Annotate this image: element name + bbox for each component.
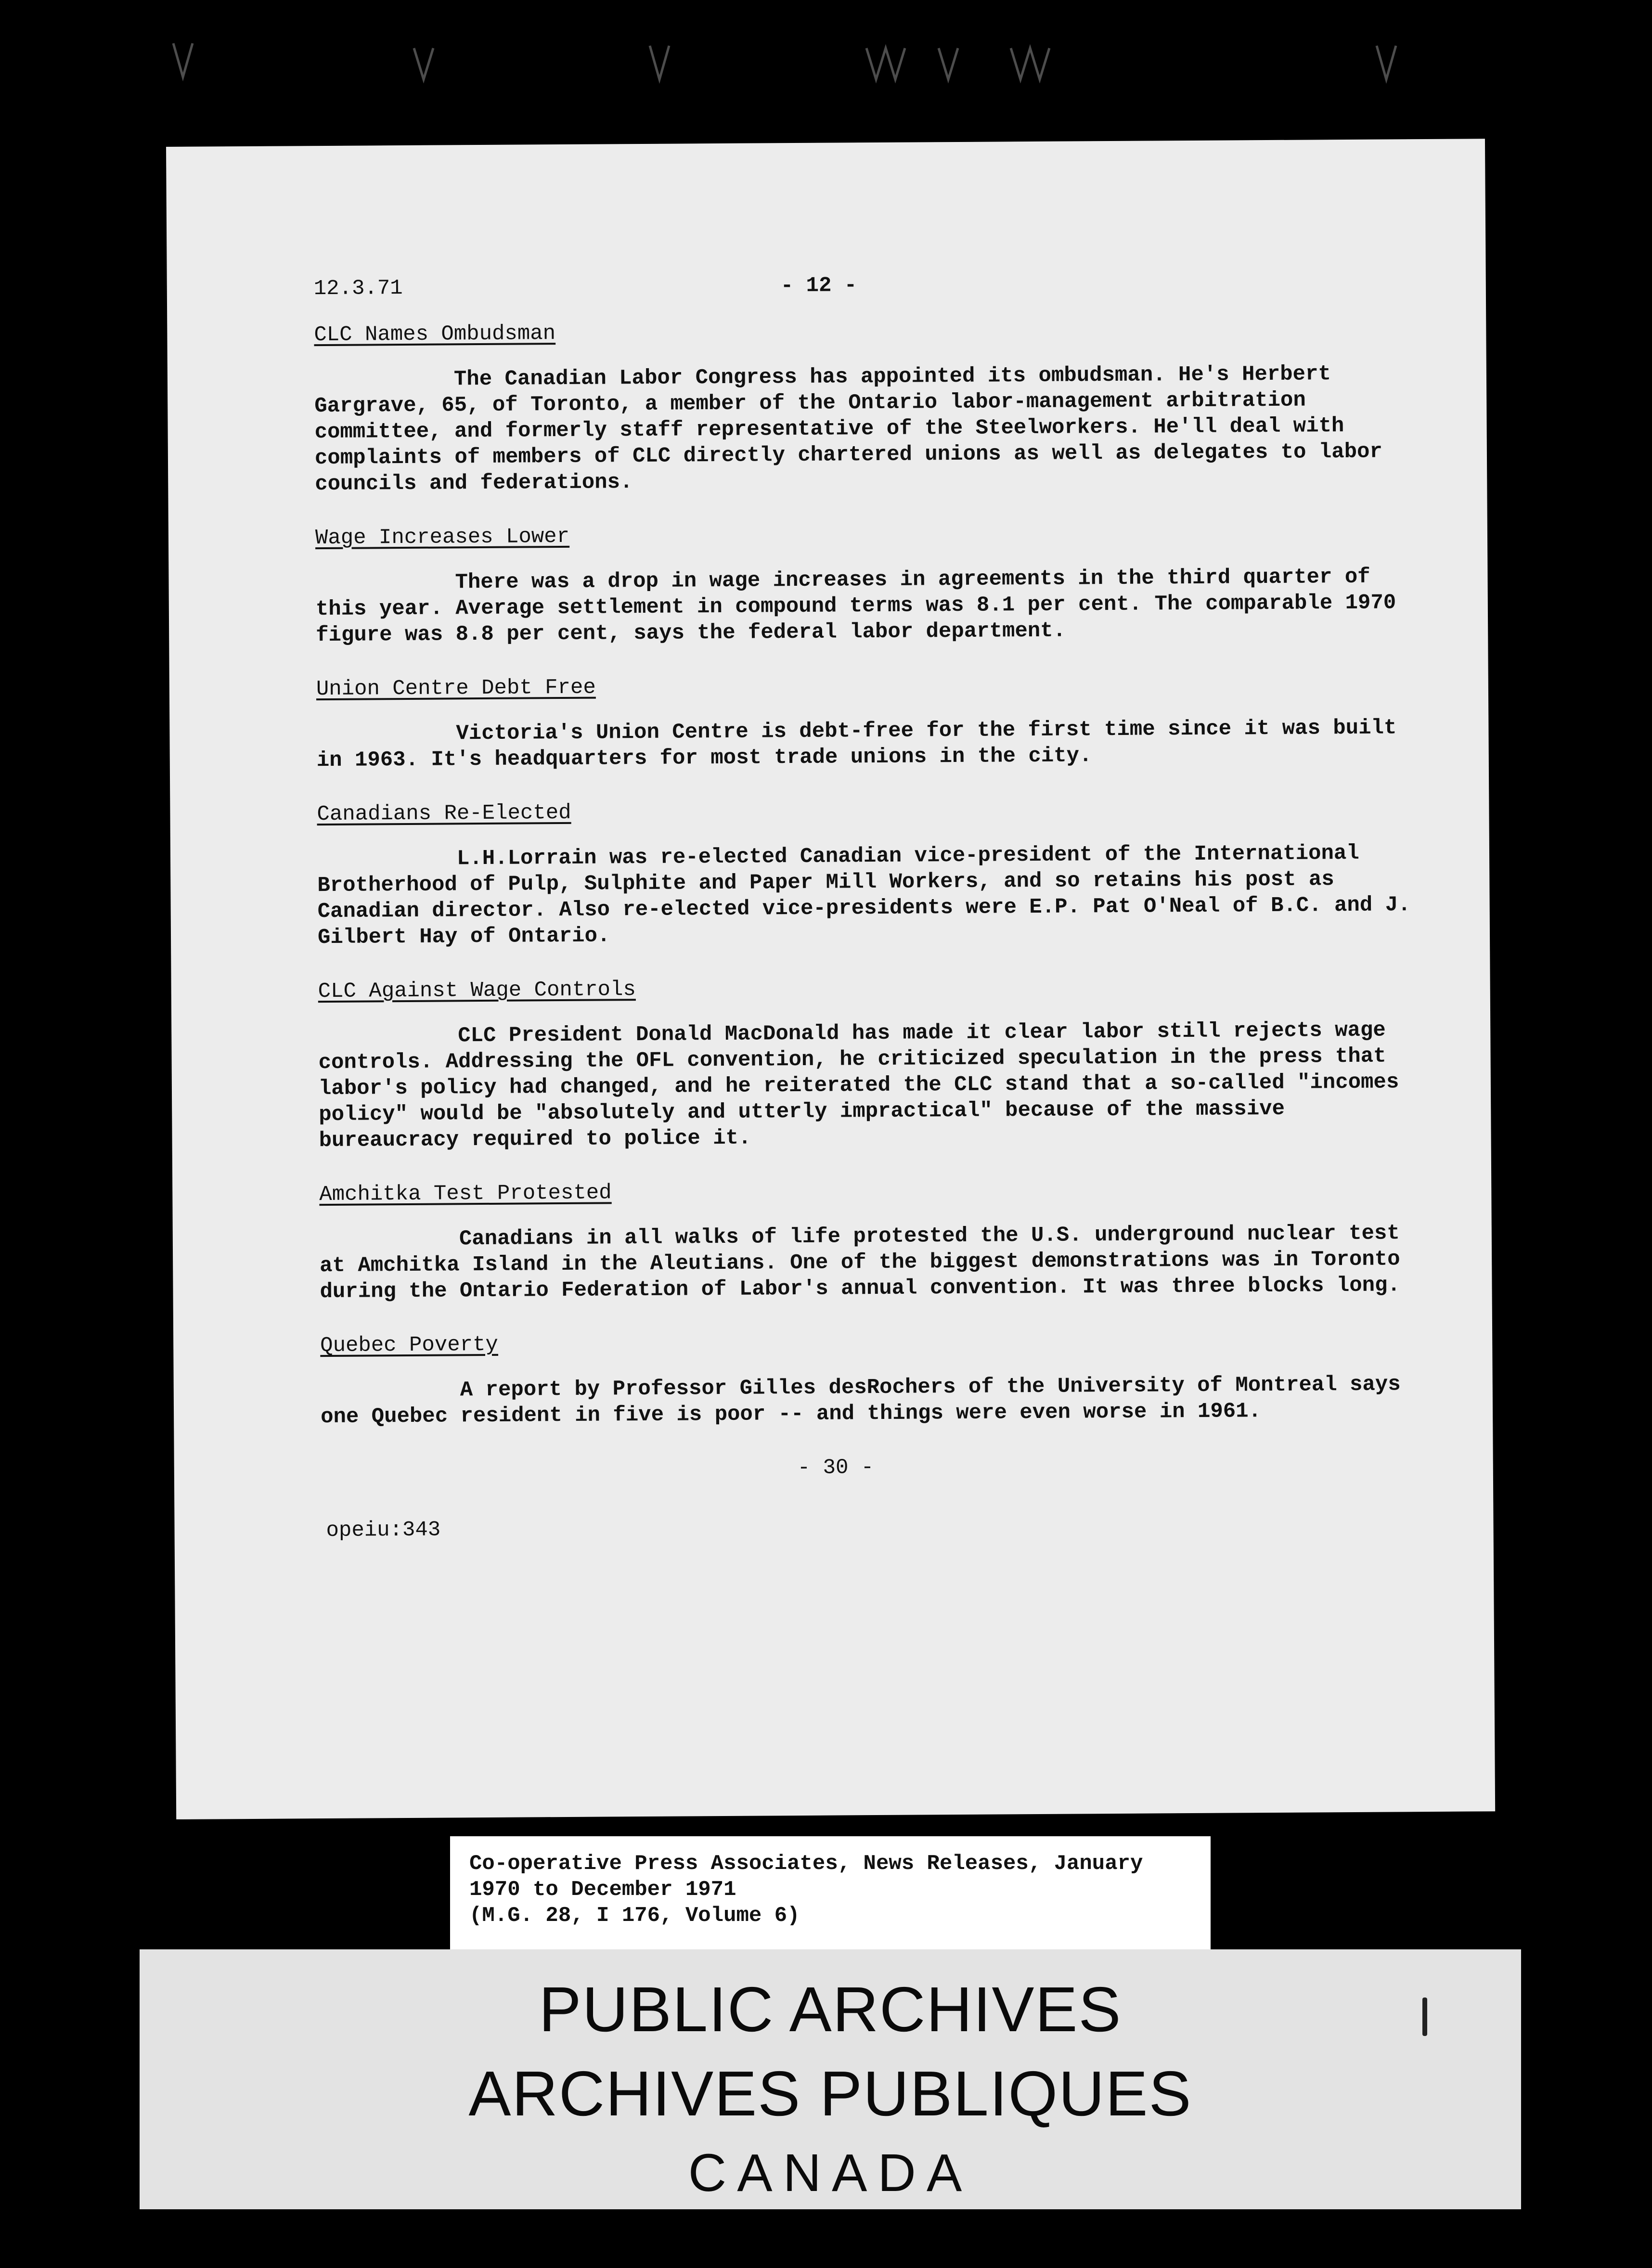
- section-heading: CLC Against Wage Controls: [318, 978, 636, 1004]
- page-date: 12.3.71: [313, 276, 403, 301]
- section-canadians-reelected: [317, 795, 1425, 951]
- section-wage-increases: [315, 518, 1423, 648]
- section-heading: Amchitka Test Protested: [319, 1181, 612, 1207]
- page-header: [314, 269, 1421, 305]
- section-heading: Quebec Poverty: [320, 1332, 499, 1358]
- film-edge-marks: [144, 34, 1444, 91]
- page-number: - 12 -: [780, 273, 857, 298]
- end-mark: - 30 -: [797, 1456, 874, 1481]
- archive-label-line: Co-operative Press Associates, News Releases, January: [469, 1852, 1143, 1876]
- stamp-line-english: PUBLIC ARCHIVES: [539, 1974, 1122, 2045]
- section-body: There was a drop in wage increases in agreements in the third quarter of this year. Average settlement in compound terms was 8.1 per cent. The comparable 1970 figure was 8.8 per cent, says the federal labor department.: [315, 565, 1396, 648]
- stamp-line-french: ARCHIVES PUBLIQUES: [468, 2058, 1192, 2129]
- stamp-line-country: CANADA: [688, 2143, 973, 2203]
- section-body: Victoria's Union Centre is debt-free for the first time since it was built in 1963. It's headquarters for most trade unions in the city.: [316, 716, 1397, 773]
- footer-code: opeiu:343: [326, 1518, 441, 1543]
- archives-stamp: [140, 1949, 1521, 2209]
- section-clc-ombudsman: [314, 315, 1422, 497]
- section-quebec-poverty: [320, 1326, 1428, 1430]
- archive-label: [450, 1836, 1211, 1949]
- section-heading: CLC Names Ombudsman: [314, 322, 556, 348]
- section-body: Canadians in all walks of life protested the U.S. underground nuclear test at Amchitka Island in the Aleutians. One of the biggest demonstrations was in Toronto during the Ontario Federation of Labor's annual convention. It was three blocks long.: [320, 1221, 1401, 1304]
- section-body: A report by Professor Gilles desRochers of the University of Montreal says one Quebec resident in five is poor -- and things were even worse in 1961.: [320, 1372, 1401, 1430]
- section-union-centre: [316, 670, 1424, 773]
- document-body: [314, 269, 1429, 1544]
- stamp-scratch-mark: [1422, 1997, 1427, 2036]
- document-page: [166, 139, 1495, 1819]
- section-body: CLC President Donald MacDonald has made it clear labor still rejects wage controls. Addressing the OFL convention, he criticized speculation in the press that labor's policy had changed, and he reiterated the CLC stand that a so-called "incomes policy" would be "absolutely and utterly impractical" because of the massive bureaucracy required to police it.: [318, 1018, 1399, 1153]
- section-wage-controls: [318, 972, 1426, 1154]
- section-heading: Canadians Re-Elected: [317, 800, 571, 827]
- section-body: The Canadian Labor Congress has appointed its ombudsman. He's Herbert Gargrave, 65, of Toronto, a member of the Ontario labor-management arbitration committee, and formerly staff representative of the Steelworkers. He'll deal with complaints of members of CLC directly chartered unions as well as delegates to labor councils and federations.: [314, 362, 1383, 497]
- section-body: L.H.Lorrain was re-elected Canadian vice-president of the International Brotherhood of Pulp, Sulphite and Paper Mill Workers, and so retains his post as Canadian director. Also re-elected vice-presidents were E.P. Pat O'Neal of B.C. and J. Gilbert Hay of Ontario.: [317, 841, 1411, 950]
- archive-label-line: (M.G. 28, I 176, Volume 6): [469, 1904, 800, 1928]
- archive-label-line: 1970 to December 1971: [469, 1878, 736, 1902]
- section-heading: Wage Increases Lower: [315, 524, 570, 551]
- section-heading: Union Centre Debt Free: [316, 675, 596, 702]
- section-amchitka: [319, 1175, 1427, 1305]
